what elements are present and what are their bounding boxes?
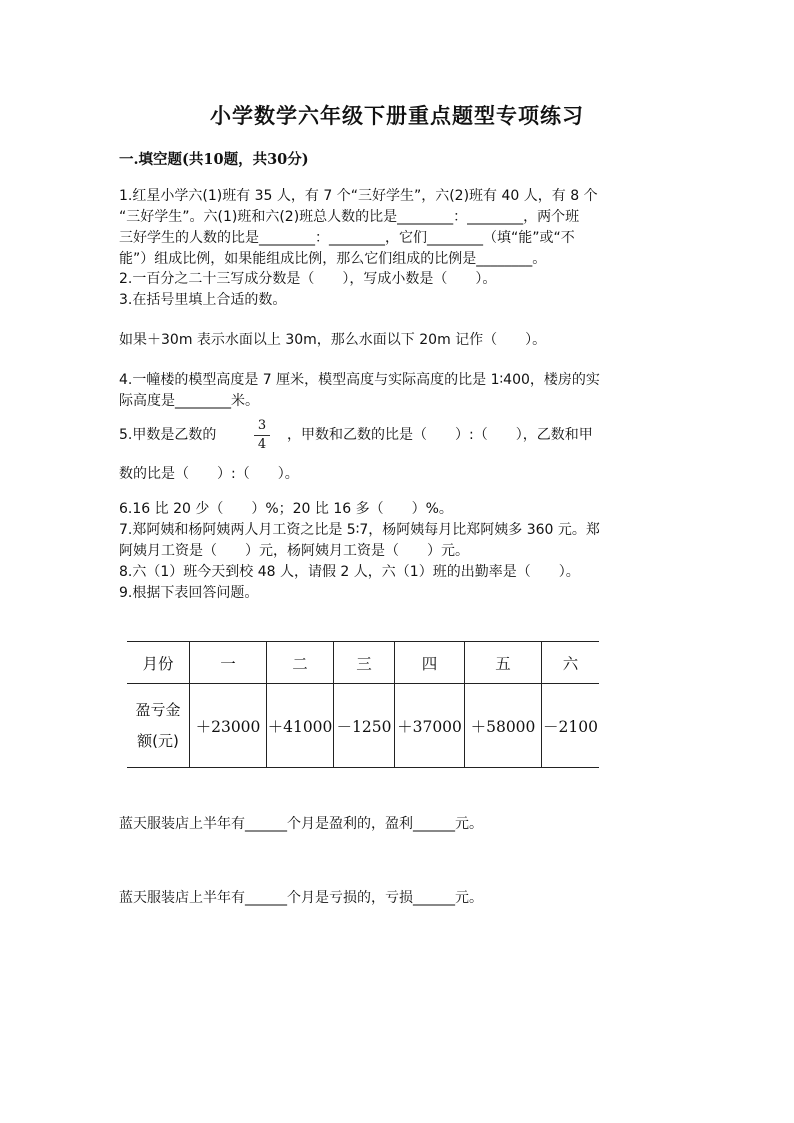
- fraction-denominator: 4: [257, 437, 267, 452]
- fraction-three-quarters: [254, 418, 270, 453]
- table-header-cell: 一: [190, 642, 267, 684]
- question-2: 2.一百分之二十三写成分数是（ ），写成小数是（ ）。: [119, 271, 497, 287]
- answer-line-profit: 蓝天服装店上半年有______个月是盈利的，盈利______元。: [119, 816, 483, 832]
- question-5-prefix: 5.甲数是乙数的: [119, 427, 217, 443]
- fraction-numerator: 3: [257, 418, 267, 433]
- table-cell: ＋41000: [267, 684, 334, 768]
- question-7-line-1: 7.郑阿姨和杨阿姨两人月工资之比是 5∶7，杨阿姨每月比郑阿姨多 360 元。郑: [119, 522, 600, 538]
- question-1-line-2: “三好学生”。六(1)班和六(2)班总人数的比是________：________，两个班: [119, 209, 580, 225]
- table-header-cell: 六: [542, 642, 600, 684]
- question-7-line-2: 阿姨月工资是（ ）元，杨阿姨月工资是（ ）元。: [119, 543, 469, 559]
- question-1-line-3: 三好学生的人数的比是________：________，它们________（填“能”或“不: [119, 230, 575, 246]
- answer-line-loss: 蓝天服装店上半年有______个月是亏损的，亏损______元。: [119, 890, 483, 906]
- question-4-line-2: 际高度是________米。: [119, 393, 259, 409]
- question-5-line-2: 数的比是（ ）:（ ）。: [119, 466, 299, 482]
- table-cell: －1250: [334, 684, 395, 768]
- section-heading: 一.填空题(共10题，共30分): [119, 151, 309, 168]
- row-label-line-1: 盈亏金: [135, 700, 181, 719]
- table-cell: ＋37000: [395, 684, 465, 768]
- question-6: 6.16 比 20 少（ ）%；20 比 16 多（ ）%。: [119, 501, 453, 517]
- table-header-cell: 二: [267, 642, 334, 684]
- table-header-cell: 四: [395, 642, 465, 684]
- row-label-line-2: 额(元): [137, 731, 179, 750]
- question-9: 9.根据下表回答问题。: [119, 585, 259, 601]
- question-3-line-2: 如果＋30m 表示水面以上 30m，那么水面以下 20m 记作（ ）。: [119, 332, 547, 348]
- table-cell: ＋23000: [190, 684, 267, 768]
- table-header-cell: 五: [465, 642, 542, 684]
- table-header-cell: 月份: [127, 642, 190, 684]
- page-title: 小学数学六年级下册重点题型专项练习: [210, 103, 584, 128]
- question-1-line-4: 能”）组成比例，如果能组成比例，那么它们组成的比例是________。: [119, 251, 547, 267]
- table-cell: ＋58000: [465, 684, 542, 768]
- table-row: [127, 684, 599, 768]
- question-8: 8.六（1）班今天到校 48 人，请假 2 人，六（1）班的出勤率是（ ）。: [119, 564, 580, 580]
- table-header-row: [127, 642, 599, 684]
- table-row-label: [127, 684, 190, 768]
- table-header-cell: 三: [334, 642, 395, 684]
- question-4-line-1: 4.一幢楼的模型高度是 7 厘米，模型高度与实际高度的比是 1∶400，楼房的实: [119, 372, 600, 388]
- question-5-suffix: ，甲数和乙数的比是（ ）:（ ），乙数和甲: [287, 427, 593, 443]
- question-3-line-1: 3.在括号里填上合适的数。: [119, 292, 287, 308]
- table-cell: －2100: [542, 684, 600, 768]
- profit-loss-table: [127, 641, 599, 768]
- fraction-bar: [254, 435, 270, 436]
- question-1-line-1: 1.红星小学六(1)班有 35 人，有 7 个“三好学生”，六(2)班有 40 人，有 8 个: [119, 188, 598, 204]
